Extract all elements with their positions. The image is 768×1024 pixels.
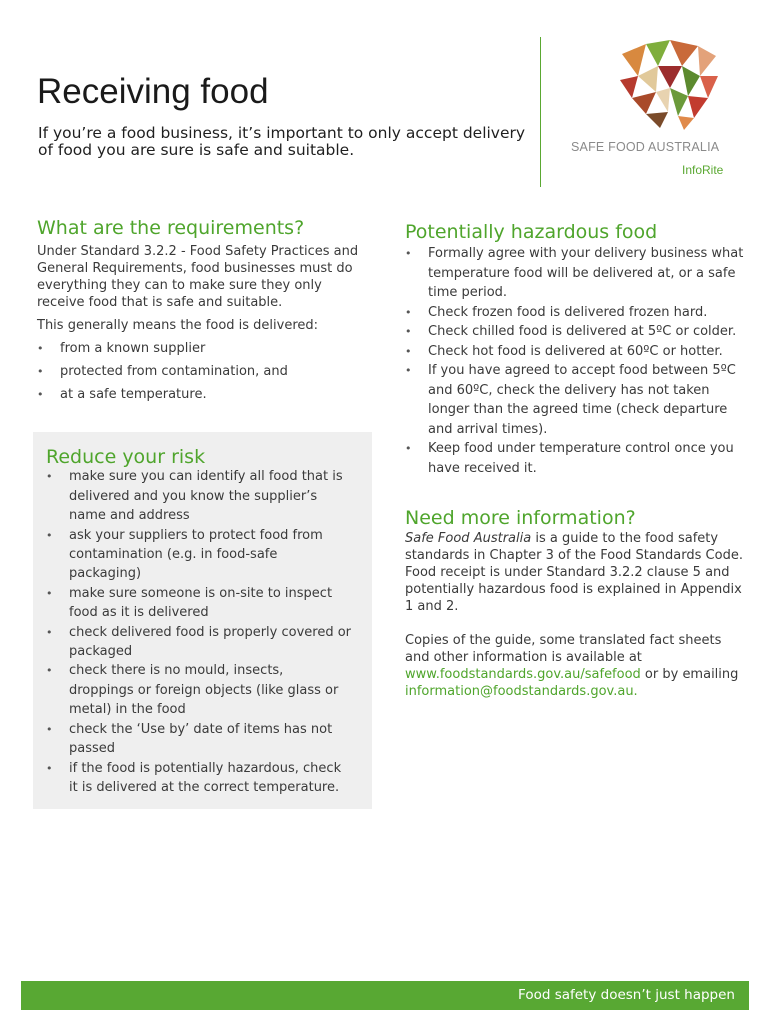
more-info-heading: Need more information? xyxy=(405,507,636,529)
intro-text: If you’re a food business, it’s important to only accept delivery of food you are sure is safe and suitable. xyxy=(38,124,526,159)
reduce-risk-section xyxy=(46,448,352,797)
hazardous-section xyxy=(405,220,745,478)
list-item: • Check frozen food is delivered frozen hard. xyxy=(405,303,745,323)
requirements-section xyxy=(37,217,367,403)
requirements-list xyxy=(37,340,367,403)
header-divider xyxy=(540,37,541,187)
guide-title: Safe Food Australia xyxy=(405,531,532,546)
list-item: • check delivered food is properly covered or packaged xyxy=(46,623,352,662)
list-item: • Keep food under temperature control once you have received it. xyxy=(405,439,745,478)
safe-food-australia-logo-icon xyxy=(612,36,724,132)
requirements-para: Under Standard 3.2.2 - Food Safety Practices and General Requirements, food businesses must do everything they can to make sure they only receive food that is safe and suitable. xyxy=(37,244,359,310)
copies-para: Copies of the guide, some translated fact sheets and other information is available at www.foodstandards.gov.au/safefood or by emailing information@foodstandards.gov.au. xyxy=(405,633,739,699)
hazardous-list xyxy=(405,244,745,478)
email-link[interactable]: information@foodstandards.gov.au. xyxy=(405,684,638,699)
reduce-risk-heading: Reduce your risk xyxy=(46,446,206,468)
requirements-lead: This generally means the food is delivered: xyxy=(37,318,319,333)
list-item: • If you have agreed to accept food between 5ºC and 60ºC, check the delivery has not taken longer than the agreed time (check departure and arrival times). xyxy=(405,361,745,439)
page-title: Receiving food xyxy=(37,72,269,111)
footer-bar xyxy=(21,981,749,1010)
more-info-section xyxy=(405,506,743,700)
reduce-risk-list xyxy=(46,467,352,797)
list-item: • make sure you can identify all food that is delivered and you know the supplier’s name and address xyxy=(46,467,352,525)
list-item: • Formally agree with your delivery business what temperature food will be delivered at, or a safe time period. xyxy=(405,244,745,303)
list-item: • if the food is potentially hazardous, check it is delivered at the correct temperature. xyxy=(46,759,352,798)
list-item: • check the ‘Use by’ date of items has not passed xyxy=(46,720,352,759)
safefood-link[interactable]: www.foodstandards.gov.au/safefood xyxy=(405,667,641,682)
list-item: • ask your suppliers to protect food from contamination (e.g. in food-safe packaging) xyxy=(46,526,352,584)
hazardous-heading: Potentially hazardous food xyxy=(405,221,658,243)
list-item: • Check hot food is delivered at 60ºC or hotter. xyxy=(405,342,745,362)
list-item: • Check chilled food is delivered at 5ºC or colder. xyxy=(405,322,745,342)
list-item: • from a known supplier xyxy=(37,340,367,357)
footer-slogan: Food safety doesn’t just happen xyxy=(518,987,735,1003)
logo-brand-name: SAFE FOOD AUSTRALIA xyxy=(571,140,720,154)
more-info-para: Safe Food Australia is a guide to the food safety standards in Chapter 3 of the Food Standards Code. Food receipt is under Standard 3.2.2 clause 5 and potentially hazardous food is explained in Appendix 1 and 2. xyxy=(405,531,743,614)
list-item: • make sure someone is on-site to inspect food as it is delivered xyxy=(46,584,352,623)
logo-tagline: InfoRite xyxy=(682,163,724,177)
requirements-heading: What are the requirements? xyxy=(37,217,305,239)
list-item: • protected from contamination, and xyxy=(37,363,367,380)
list-item: • at a safe temperature. xyxy=(37,386,367,403)
list-item: • check there is no mould, insects, droppings or foreign objects (like glass or metal) in the food xyxy=(46,661,352,719)
